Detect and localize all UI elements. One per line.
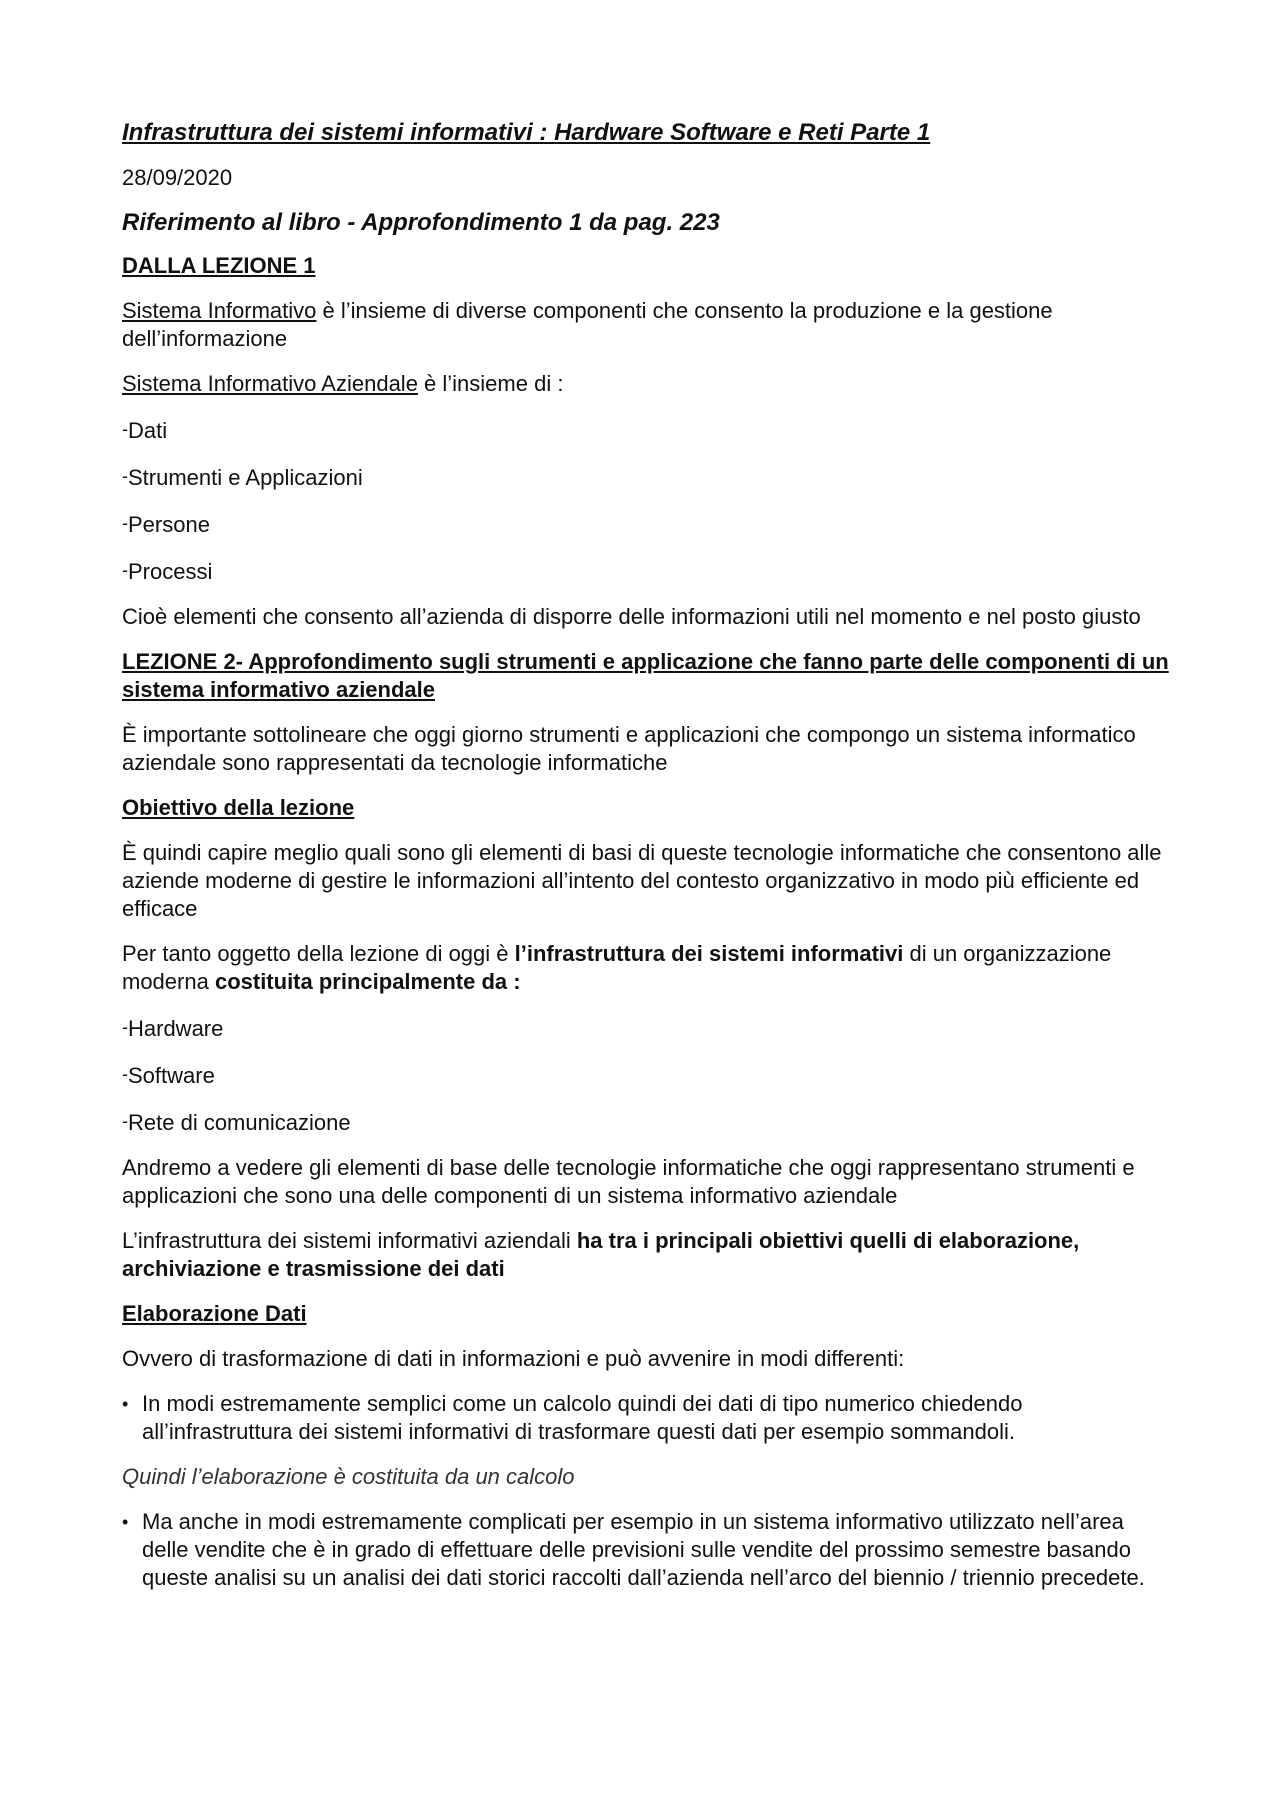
dash-icon: - <box>122 560 128 580</box>
paragraph-sistema-informativo <box>122 297 1172 353</box>
paragraph-ovvero: Ovvero di trasformazione di dati in informazioni e può avvenire in modi differenti: <box>122 1346 905 1371</box>
list-item: • Ma anche in modi estremamente complicati per esempio in un sistema informativo utilizzato nell’area delle vendite che è in grado di effettuare delle previsioni sulle vendite del prossimo semestre basando queste analisi su un analisi dei dati storici raccolti dall’azienda nell’arco del biennio / triennio precedete. <box>122 1509 1145 1590</box>
list-item-processi: -Processi <box>122 556 1172 586</box>
emphasis-obiettivi: ha tra i principali obiettivi quelli di elaborazione, archiviazione e trasmissione dei dati <box>122 1228 1080 1281</box>
dash-icon: - <box>122 1017 128 1037</box>
paragraph-obiettivi-infrastruttura: L’infrastruttura dei sistemi informativi aziendali ha tra i principali obiettivi quelli di elaborazione, archiviazione e trasmissione dei dati <box>122 1228 1080 1281</box>
list-item-dati: -Dati <box>122 415 1172 445</box>
bullet-list-1 <box>122 1390 1172 1446</box>
dash-icon: - <box>122 1064 128 1084</box>
dash-icon: - <box>122 513 128 533</box>
list-item-persone: -Persone <box>122 509 1172 539</box>
italic-note: Quindi l’elaborazione è costituita da un calcolo <box>122 1464 575 1489</box>
heading-lezione-2: LEZIONE 2- Approfondimento sugli strumenti e applicazione che fanno parte delle componenti di un sistema informativo aziendale <box>122 649 1169 702</box>
paragraph-importante: È importante sottolineare che oggi giorno strumenti e applicazioni che compongo un sistema informatico aziendale sono rappresentati da tecnologie informatiche <box>122 722 1136 775</box>
paragraph-oggetto-lezione: Per tanto oggetto della lezione di oggi è l’infrastruttura dei sistemi informativi di un organizzazione moderna costituita principalmente da : <box>122 941 1112 994</box>
heading-elaborazione-dati: Elaborazione Dati <box>122 1301 307 1326</box>
dash-icon: - <box>122 466 128 486</box>
paragraph-cioe: Cioè elementi che consento all’azienda di disporre delle informazioni utili nel momento e nel posto giusto <box>122 604 1141 629</box>
list-item-rete: -Rete di comunicazione <box>122 1107 1172 1137</box>
paragraph-sistema-informativo-aziendale <box>122 370 1172 398</box>
document-date: 28/09/2020 <box>122 165 233 190</box>
definition-text: è l’insieme di diverse componenti che consento la produzione e la gestione dell’informazione <box>122 298 1053 351</box>
document-title: Infrastruttura dei sistemi informativi : Hardware Software e Reti Parte 1 <box>122 119 931 146</box>
bullet-list-2 <box>122 1508 1172 1592</box>
list-item-strumenti: -Strumenti e Applicazioni <box>122 462 1172 492</box>
book-reference: Riferimento al libro - Approfondimento 1 da pag. 223 <box>122 209 720 236</box>
list-item-software: -Software <box>122 1060 1172 1090</box>
heading-obiettivo: Obiettivo della lezione <box>122 795 355 820</box>
document-page <box>122 118 1172 1609</box>
paragraph-andremo: Andremo a vedere gli elementi di base delle tecnologie informatiche che oggi rappresentano strumenti e applicazioni che sono una delle componenti di un sistema informativo aziendale <box>122 1155 1135 1208</box>
definition-text: è l’insieme di : <box>417 371 564 396</box>
bullet-icon: • <box>122 1394 129 1414</box>
emphasis-costituita: costituita principalmente da : <box>214 969 521 994</box>
dash-icon: - <box>122 419 128 439</box>
term-sistema-informativo-aziendale: Sistema Informativo Aziendale <box>122 371 418 396</box>
list-item: • In modi estremamente semplici come un calcolo quindi dei dati di tipo numerico chiedendo all’infrastruttura dei sistemi informativi di trasformare questi dati per esempio sommandoli. <box>122 1391 1023 1444</box>
bullet-icon: • <box>122 1512 129 1532</box>
heading-lezione-1: DALLA LEZIONE 1 <box>122 253 316 278</box>
term-sistema-informativo: Sistema Informativo <box>122 298 317 323</box>
dash-icon: - <box>122 1111 128 1131</box>
paragraph-capire: È quindi capire meglio quali sono gli elementi di basi di queste tecnologie informatiche che consentono alle aziende moderne di gestire le informazioni all’intento del contesto organizzativo in modo più efficiente ed efficace <box>122 840 1162 921</box>
list-item-hardware: -Hardware <box>122 1013 1172 1043</box>
emphasis-infrastruttura: l’infrastruttura dei sistemi informativi <box>514 941 904 966</box>
